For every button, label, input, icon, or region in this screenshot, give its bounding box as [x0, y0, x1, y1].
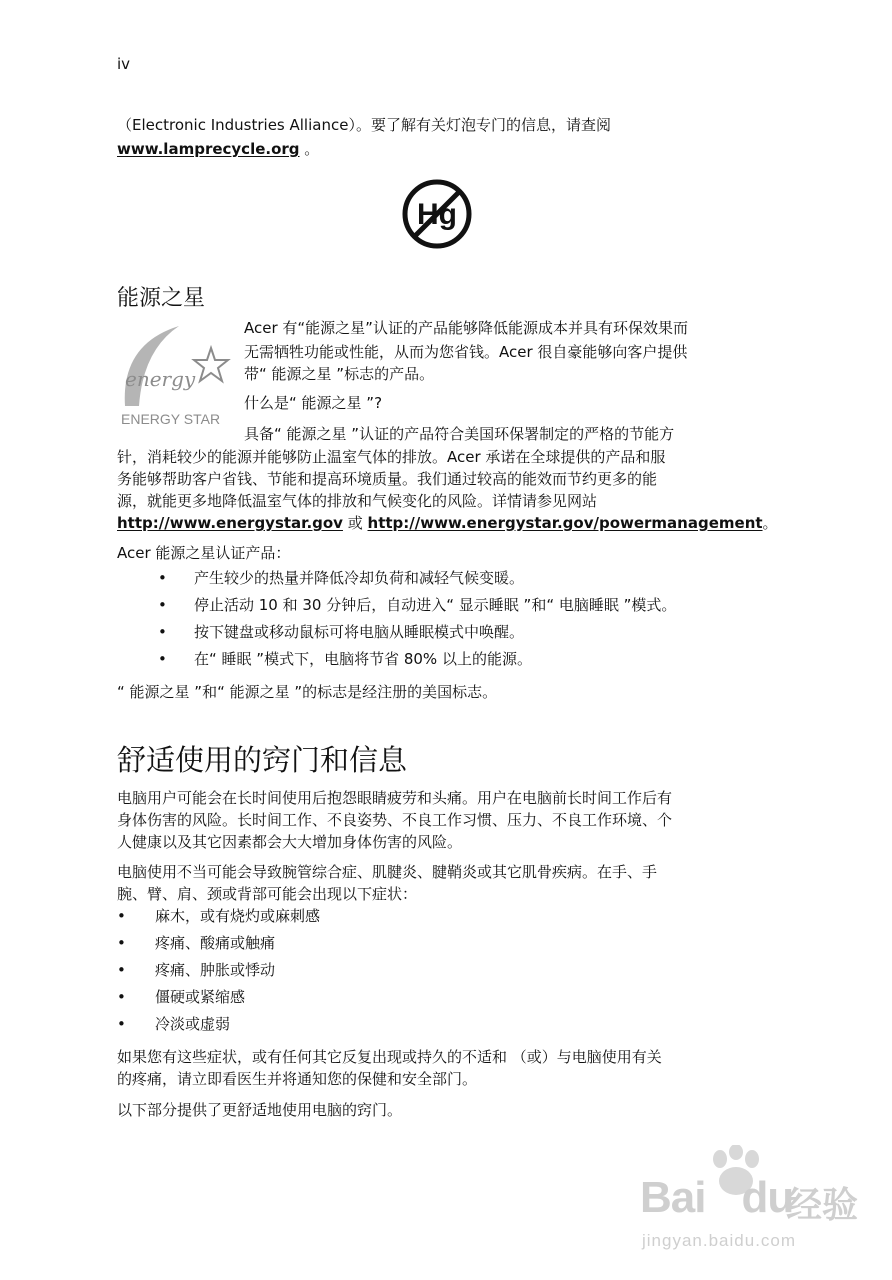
intro-suffix: 。	[299, 140, 320, 158]
energy-star-heading: 能源之星	[117, 286, 206, 311]
energy-p2-line3: 务能够帮助客户省钱、节能和提高环境质量。我们通过较高的能效而节约更多的能	[117, 470, 658, 488]
intro-link-line	[117, 137, 319, 161]
bullet: •	[117, 988, 126, 1006]
bullet: •	[158, 623, 167, 641]
hg-symbol	[399, 176, 475, 252]
bullet: •	[158, 650, 167, 668]
baidu-jingyan-text: 经验	[786, 1185, 859, 1226]
baidu-watermark	[640, 1145, 875, 1255]
energy-products-intro: Acer 能源之星认证产品：	[117, 544, 291, 562]
energy-p1-line2: 无需牺牲功能或性能，从而为您省钱。Acer 很自豪能够向客户提供	[244, 343, 688, 361]
bullet: •	[158, 596, 167, 614]
energy-p2-line4: 源，就能更多地降低温室气体的排放和气候变化的风险。详情请参见网站	[117, 492, 598, 510]
comfort-p2-line2: 腕、臂、肩、颈或背部可能会出现以下症状：	[117, 885, 418, 903]
comfort-p3-line2: 的疼痛，请立即看医生并将通知您的保健和安全部门。	[117, 1070, 478, 1088]
comfort-p3-line1: 如果您有这些症状，或有任何其它反复出现或持久的不适和 （或）与电脑使用有关	[117, 1048, 662, 1066]
energy-p1-line3: 带“ 能源之星 ”标志的产品。	[244, 365, 435, 383]
baidu-url: jingyan.baidu.com	[642, 1231, 797, 1250]
comfort-p2-line1: 电脑使用不当可能会导致腕管综合症、肌腱炎、腱鞘炎或其它肌骨疾病。在手、手	[117, 863, 658, 881]
intro-text: （Electronic Industries Alliance）。要了解有关灯泡专门的信息，请查阅	[117, 116, 611, 134]
bullet: •	[117, 1015, 126, 1033]
energy-p2-line2: 针，消耗较少的能源并能够防止温室气体的排放。Acer 承诺在全球提供的产品和服	[117, 448, 666, 466]
energy-trademark-note: “ 能源之星 ”和“ 能源之星 ”的标志是经注册的美国标志。	[117, 683, 498, 701]
energy-question: 什么是“ 能源之星 ”?	[244, 394, 383, 412]
comfort-p1-line2: 身体伤害的风险。长时间工作、不良姿势、不良工作习惯、压力、不良工作环境、个	[117, 811, 673, 829]
link-join: 或	[342, 514, 368, 532]
energy-logo-caption: ENERGY STAR	[121, 411, 221, 427]
energy-logo-script: energy	[125, 367, 196, 391]
bullet: •	[117, 961, 126, 979]
bullet: •	[117, 934, 126, 952]
energystar-link[interactable]: http://www.energystar.gov	[117, 514, 343, 532]
energy-star-logo	[117, 320, 232, 430]
energy-links-line	[117, 511, 778, 535]
energy-p1-line1: Acer 有“能源之星”认证的产品能够降低能源成本并具有环保效果而	[244, 319, 688, 337]
energystar-powermanagement-link[interactable]: http://www.energystar.gov/powermanagement	[367, 514, 763, 532]
energy-p2-line1: 具备“ 能源之星 ”认证的产品符合美国环保署制定的严格的节能方	[244, 425, 675, 443]
bullet: •	[158, 569, 167, 587]
comfort-p1-line3: 人健康以及其它因素都会大大增加身体伤害的风险。	[117, 833, 463, 851]
hg-symbol-text: Hg	[417, 198, 457, 231]
comfort-p1-line1: 电脑用户可能会在长时间使用后抱怨眼睛疲劳和头痛。用户在电脑前长时间工作后有	[117, 789, 673, 807]
comfort-p4: 以下部分提供了更舒适地使用电脑的窍门。	[117, 1101, 403, 1119]
comfort-heading: 舒适使用的窍门和信息	[117, 743, 408, 777]
bullet: •	[117, 907, 126, 925]
link-end: 。	[762, 514, 778, 532]
baidu-logo-text: Bai du	[640, 1173, 794, 1222]
page-number: iv	[117, 55, 131, 73]
lamprecycle-link[interactable]: www.lamprecycle.org	[117, 140, 300, 158]
